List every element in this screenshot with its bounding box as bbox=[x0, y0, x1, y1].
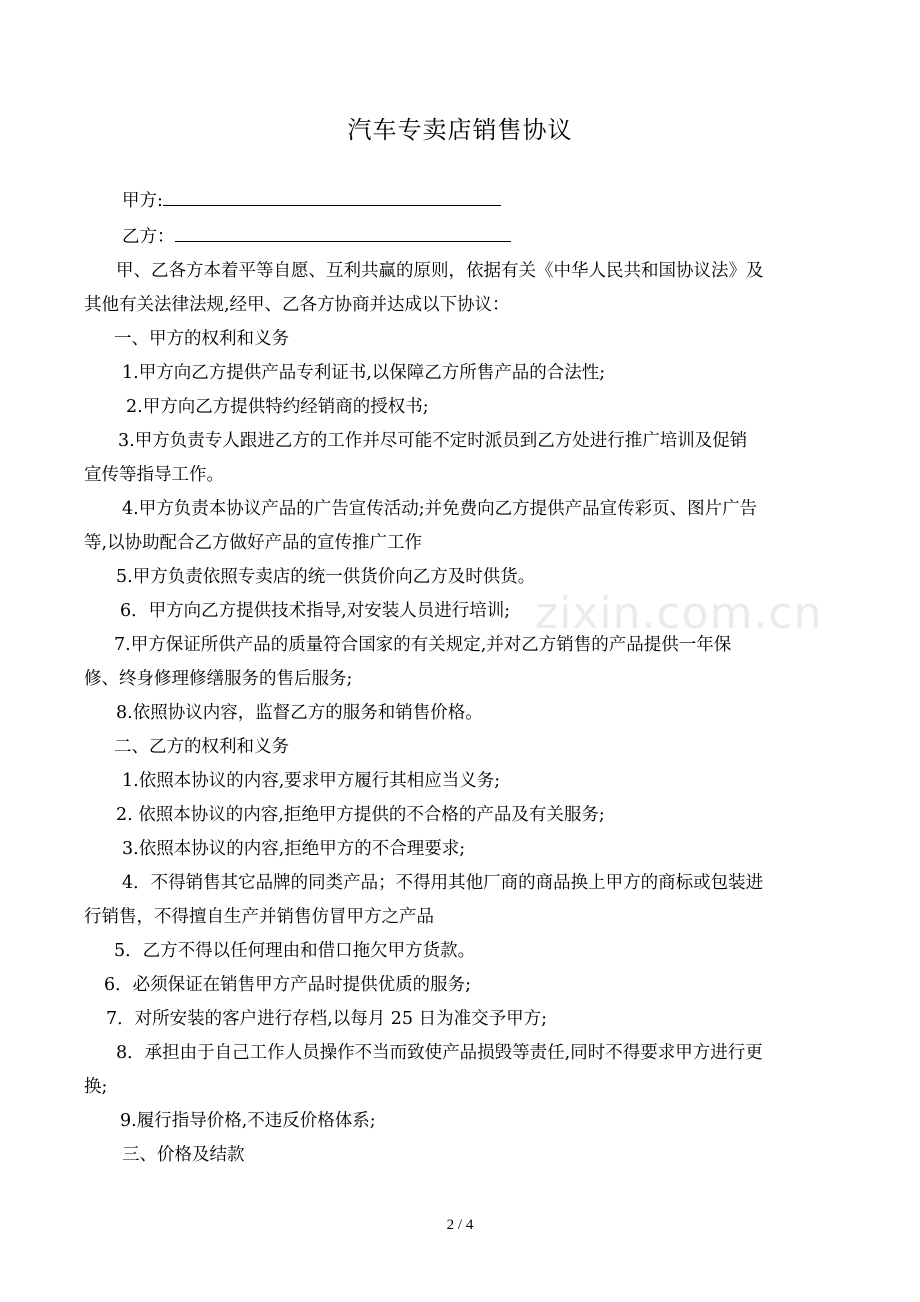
s1-item-1: 1.甲方向乙方提供产品专利证书,以保障乙方所售产品的合法性; bbox=[122, 363, 606, 383]
s2-item-4 bbox=[84, 866, 830, 934]
document-title: 汽车专卖店销售协议 bbox=[347, 116, 573, 144]
s1-item-3-line-1: 3.甲方负责专人跟进乙方的工作并尽可能不定时派员到乙方处进行推广培训及促销 bbox=[118, 431, 748, 451]
party-b-label: 乙方： bbox=[122, 227, 175, 247]
party-a-row bbox=[122, 184, 868, 218]
s1-item-3 bbox=[84, 424, 830, 492]
party-a-blank bbox=[163, 185, 501, 206]
s1-item-5: 5.甲方负责依照专卖店的统一供货价向乙方及时供货。 bbox=[116, 567, 536, 587]
intro-line-1: 甲、乙各方本着平等自愿、互利共赢的原则，依据有关《中华人民共和国协议法》及 bbox=[116, 261, 764, 281]
section-2-heading: 二、乙方的权利和义务 bbox=[114, 737, 289, 757]
s1-item-3-line-2: 宣传等指导工作。 bbox=[84, 465, 224, 485]
intro-line-2: 其他有关法律法规,经甲、乙各方协商并达成以下协议： bbox=[84, 295, 510, 315]
party-b-row bbox=[122, 220, 868, 254]
s2-item-8-line-2: 换; bbox=[84, 1077, 108, 1097]
s1-item-8: 8.依照协议内容，监督乙方的服务和销售价格。 bbox=[116, 703, 483, 723]
party-b-blank bbox=[175, 221, 511, 242]
s2-item-8-line-1: 8．承担由于自己工作人员操作不当而致使产品损毁等责任,同时不得要求甲方进行更 bbox=[116, 1043, 763, 1063]
s2-item-6: 6．必须保证在销售甲方产品时提供优质的服务; bbox=[104, 975, 472, 995]
s2-item-2: 2. 依照本协议的内容,拒绝甲方提供的不合格的产品及有关服务; bbox=[116, 805, 605, 825]
s1-item-2: 2.甲方向乙方提供特约经销商的授权书; bbox=[126, 397, 429, 417]
page-number: 2 / 4 bbox=[446, 1217, 474, 1233]
s2-item-9: 9.履行指导价格,不违反价格体系; bbox=[120, 1111, 376, 1131]
s1-item-4-line-1: 4.甲方负责本协议产品的广告宣传活动;并免费向乙方提供产品宣传彩页、图片广告 bbox=[122, 499, 758, 519]
s1-item-7-line-1: 7.甲方保证所供产品的质量符合国家的有关规定,并对乙方销售的产品提供一年保 bbox=[114, 635, 732, 655]
party-a-label: 甲方: bbox=[122, 191, 163, 211]
section-3-heading: 三、价格及结款 bbox=[122, 1145, 245, 1165]
s1-item-7-line-2: 修、终身修理修缮服务的售后服务; bbox=[84, 669, 353, 689]
s1-item-4 bbox=[84, 492, 830, 560]
intro-paragraph bbox=[84, 254, 830, 322]
s2-item-1: 1.依照本协议的内容,要求甲方履行其相应当义务; bbox=[122, 771, 501, 791]
s2-item-4-line-2: 行销售，不得擅自生产并销售仿冒甲方之产品 bbox=[84, 907, 434, 927]
watermark: zixin.com.cn bbox=[535, 588, 823, 639]
s1-item-6: 6．甲方向乙方提供技术指导,对安装人员进行培训; bbox=[120, 601, 511, 621]
s2-item-4-line-1: 4．不得销售其它品牌的同类产品；不得用其他厂商的商品换上甲方的商标或包装进 bbox=[122, 873, 764, 893]
s1-item-4-line-2: 等,以协助配合乙方做好产品的宣传推广工作 bbox=[84, 533, 423, 553]
s2-item-7: 7．对所安装的客户进行存档,以每月 25 日为准交予甲方; bbox=[106, 1009, 547, 1029]
s2-item-8 bbox=[84, 1036, 830, 1104]
section-1-heading: 一、甲方的权利和义务 bbox=[114, 329, 289, 349]
s2-item-5: 5．乙方不得以任何理由和借口拖欠甲方货款。 bbox=[114, 941, 476, 961]
s2-item-3: 3.依照本协议的内容,拒绝甲方的不合理要求; bbox=[122, 839, 466, 859]
